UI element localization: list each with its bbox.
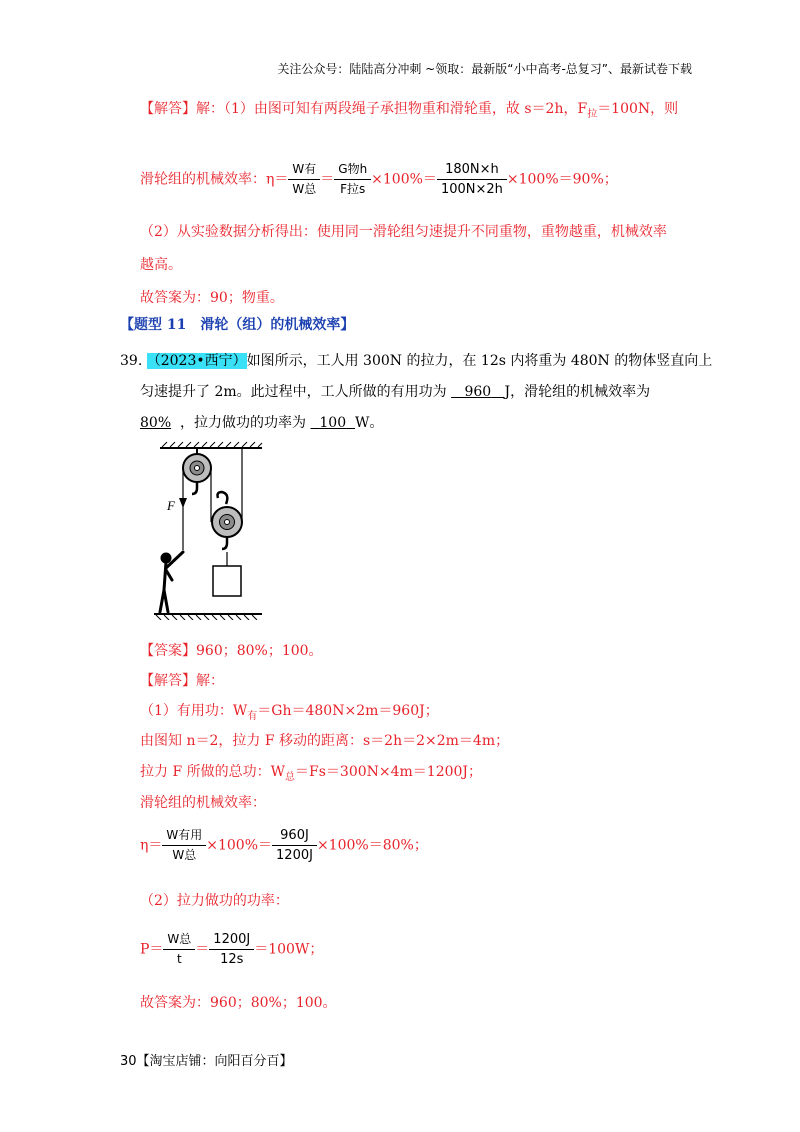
movable-pulley-hook: [222, 537, 227, 549]
final-answer: 故答案为：960；80%；100。: [140, 995, 337, 1011]
eff-fraction-1: $\frac{\text{W有用}}{\text{W总}}$: [162, 826, 206, 865]
page-footer: 30【淘宝店铺：向阳百分百】: [120, 1054, 293, 1069]
source-tag: （2023•西宁）: [146, 353, 247, 369]
solution-tag: 【解答】: [140, 673, 196, 689]
prev-solution-tag: 【解答】: [140, 101, 196, 117]
prev-eff-label: 滑轮组的机械效率：η＝: [140, 171, 289, 188]
prev-efficiency-formula: [140, 160, 618, 199]
prev-mid: ×100%＝: [371, 171, 437, 188]
section-title: 【题型 11 滑轮（组）的机械效率】: [120, 317, 355, 333]
question-number: 39.: [120, 353, 143, 369]
power-fraction-1: $\frac{\text{W总}}{t}$: [163, 930, 195, 969]
question-text-5: W。: [355, 415, 384, 431]
solution-step-4: 滑轮组的机械效率：: [140, 795, 266, 811]
prev-fraction-1: $\frac{\text{W有}}{\text{W总}}$: [288, 160, 320, 199]
load-box: [213, 566, 241, 596]
blank-useful-work: 960: [464, 384, 492, 400]
question-text-2: 匀速提升了 2m。此过程中，工人所做的有用功为: [140, 384, 447, 400]
question-39-line2: [140, 382, 650, 402]
blank-efficiency: 80%: [140, 415, 172, 431]
prev-eq: ＝: [320, 171, 335, 188]
fixed-pulley-hook: [192, 482, 197, 494]
solution-step-2: 由图知 n＝2，拉力 F 移动的距离：s＝2h＝2×2m＝4m；: [140, 733, 510, 749]
answer-line: [140, 641, 323, 661]
blank-power: 100: [319, 415, 347, 431]
prev-solution-end: ＝100N，则: [597, 101, 679, 117]
force-arrow: [179, 498, 187, 508]
prev-solution-line1: [140, 99, 678, 125]
question-39-line3: [140, 413, 383, 433]
question-39-line1: [120, 351, 712, 371]
question-text-1: 如图所示，工人用 300N 的拉力，在 12s 内将重为 480N 的物体竖直向上: [246, 353, 713, 369]
efficiency-formula: η＝ $\frac{\text{W有用}}{\text{W总}}$ ×100%＝ $\frac{960J}{1200J}$ ×100%＝80%；: [140, 828, 428, 863]
solution-tag-line: [140, 671, 224, 691]
ceiling-hatch: [162, 442, 262, 447]
prev-answer: 故答案为：90；物重。: [140, 290, 284, 306]
prev-solution-line2: （2）从实验数据分析得出：使用同一滑轮组匀速提升不同重物，重物越重，机械效率: [140, 224, 667, 240]
answer-text: 960；80%；100。: [196, 643, 323, 659]
answer-tag: 【答案】: [140, 643, 196, 659]
question-text-3: J，滑轮组的机械效率为: [504, 384, 651, 400]
question-text-4: ，拉力做功的功率为: [180, 415, 307, 431]
power-fraction-2: $\frac{1200J}{12s}$: [209, 930, 254, 969]
prev-solution-sub: 拉: [587, 108, 598, 120]
solution-tag-rest: 解：: [196, 673, 224, 689]
stick-figure-worker: [160, 552, 183, 612]
pulley-figure: [150, 440, 270, 620]
prev-fraction-3: $\frac{180N\times h}{100N\times 2h}$: [437, 160, 507, 199]
eff-fraction-2: $\frac{960J}{1200J}$: [272, 826, 317, 865]
prev-solution-line3: 越高。: [140, 257, 182, 273]
solution-step-1: （1）有用功：$W_有=Gh=480N\times 2m=960J$；: [140, 703, 439, 722]
prev-fraction-2: $\frac{\text{G物h}}{\text{F拉s}}$: [334, 160, 371, 199]
power-heading: （2）拉力做功的功率：: [140, 893, 289, 909]
force-label: F: [167, 498, 175, 513]
prev-end: ×100%＝90%；: [506, 171, 618, 188]
page-header: 关注公众号：陆陆高分冲刺 ~领取：最新版“小中高考-总复习”、最新试卷下载: [277, 62, 692, 76]
prev-solution-text: 解：（1）由图可知有两段绳子承担物重和滑轮重，故 s＝2h，F: [196, 101, 588, 117]
solution-step-3: 拉力 F 所做的总功：$W_总=Fs=300N\times 4m=1200J$；: [140, 764, 483, 783]
power-formula: P＝ $\frac{\text{W总}}{t}$ ＝ $\frac{1200J}{12s}$ ＝100W；: [140, 932, 324, 967]
